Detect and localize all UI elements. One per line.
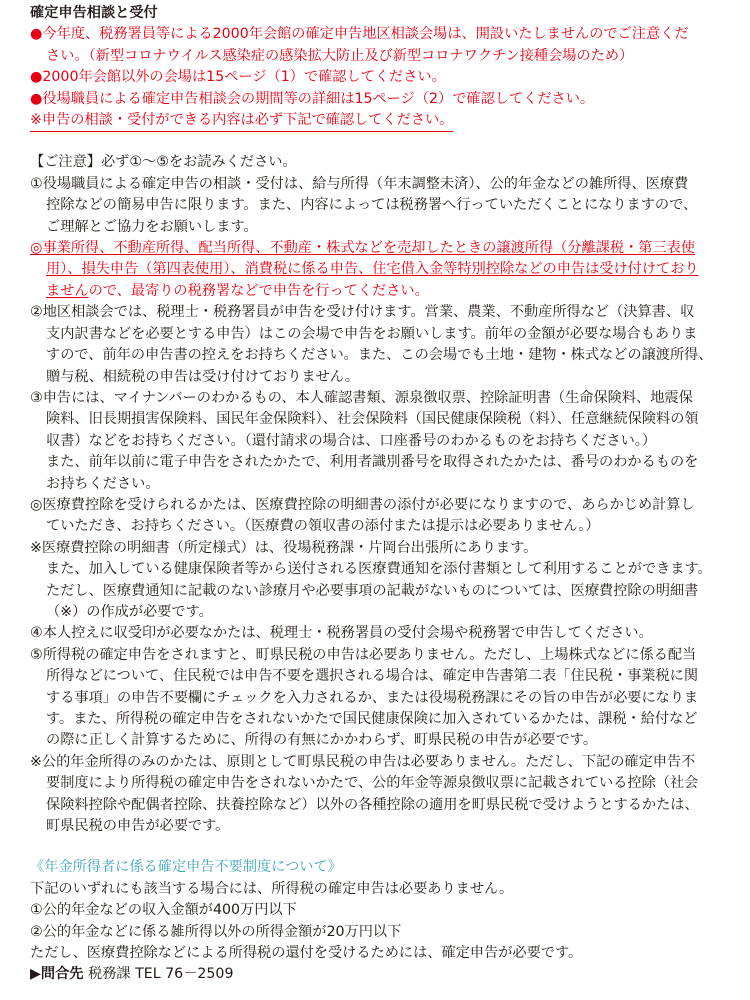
page-title: 確定申告相談と受付 [30, 5, 158, 21]
medical-deduction-note [30, 495, 728, 623]
pension-line: 保険料控除や配偶者控除、扶養控除など）以外の各種控除の適用を町県民税で受けようとするかたは、 [46, 796, 699, 813]
item-2 [30, 302, 728, 388]
red-note-line: 用）、損失申告（第四表使用）、消費税に係る申告、住宅借入金等特別控除などの申告は受け付けており [46, 261, 699, 278]
item-3-line: 険料、旧長期損害保険料、国民年金保険料）、社会保険料（国民健康保険税（料）、任意継続保険料の領 [46, 411, 699, 428]
red-note-emphasis: ません [46, 282, 89, 299]
caution-heading [30, 152, 728, 173]
item-1 [30, 174, 728, 238]
item-3-line: ③申告には、マイナンバーのわかるもの、本人確認書類、源泉徴収票、控除証明書（生命保険料、地震保 [30, 389, 693, 406]
medical-line: （※）の作成が必要です。 [46, 603, 213, 620]
item-2-line: 支内訳書などを必要とする申告）はこの会場で申告をお願いします。前年の金額が必要な場合もありま [46, 325, 698, 342]
item-1-line: ①役場職員による確定申告の相談・受付は、給与所得（年末調整未済）、公的年金などの雑所得、医療費 [30, 175, 689, 192]
item-5-line: する事項」の申告不要欄にチェックを入力されるか、または役場税務課にその旨の申告が必要になりま [46, 689, 699, 706]
notice-underlined-line: ※申告の相談・受付ができる内容は必ず下記で確認してください。 [30, 110, 453, 132]
section-line: ①公的年金などの収入金額が400万円以下 [30, 902, 297, 919]
caution-lead: 必ず①～⑤をお読みください。 [100, 154, 297, 171]
red-note-line: ◎事業所得、不動産所得、配当所得、不動産・株式などを売却したときの譲渡所得（分離課税・第三表使 [30, 240, 696, 257]
notice-block [30, 24, 728, 132]
item-5-line: の際に正しく計算するために、所得の有無にかかわらず、町県民税の申告が必要です。 [46, 732, 598, 749]
pension-exemption-section [30, 879, 728, 965]
pension-line: ※公的年金所得のみのかたは、原則として町県民税の申告は必要ありません。ただし、下記の確定申告不 [30, 753, 696, 770]
item-2-line: 贈与税、相続税の申告は受け付けておりません。 [46, 368, 359, 385]
contact-tel: TEL 76－2509 [135, 966, 234, 983]
item-2-line: ②地区相談会では、税理士・税務署員が申告を受け付けます。営業、農業、不動産所得など（決算書、収 [30, 304, 695, 321]
section-line: 下記のいずれにも該当する場合には、所得税の確定申告は必要ありません。 [30, 880, 514, 897]
contact-label: ▶問合先 [30, 966, 84, 983]
red-warning-note [30, 238, 728, 302]
notice-line: ●2000年会館以外の会場は15ページ（1）で確認してください。 [30, 69, 446, 86]
item-5 [30, 645, 728, 752]
item-3 [30, 388, 728, 495]
section-title: 《年金所得者に係る確定申告不要制度について》 [30, 859, 342, 876]
contact-line [30, 964, 728, 985]
caution-head: 【ご注意】 [30, 154, 101, 171]
medical-line: また、加入している健康保険者等から送付される医療費通知を添付書類として利用することができます。 [46, 561, 712, 578]
medical-line: ◎医療費控除を受けられるかたは、医療費控除の明細書の添付が必要になりますので、あらかじめ計算し [30, 496, 695, 513]
item-3-line: お持ちください。 [46, 475, 160, 492]
item-1-line: 控除などの簡易申告に限ります。また、内容によっては税務署へ行っていただくことになりますので、 [46, 197, 698, 214]
pension-note [30, 752, 728, 838]
pension-line: 要制度により所得税の確定申告をされないかたで、公的年金等源泉徴収票に記載されている控除（社会 [46, 775, 699, 792]
notice-line: ●今年度、税務署員等による2000年会館の確定申告地区相談会場は、開設いたしませんのでご注意くだ [30, 26, 689, 43]
notice-line: さい。（新型コロナウイルス感染症の感染拡大防止及び新型コロナワクチン接種会場のため） [46, 47, 634, 64]
section-line: ただし、医療費控除などによる所得税の還付を受けるためには、確定申告が必要です。 [30, 945, 583, 962]
spacer [30, 132, 728, 152]
section-line: ②公的年金などに係る雑所得以外の所得金額が20万円以下 [30, 923, 402, 940]
item-5-line: ⑤所得税の確定申告をされますと、町県民税の申告は必要ありません。ただし、上場株式などに係る配当 [30, 646, 697, 663]
pension-line: 町県民税の申告が必要です。 [46, 818, 230, 835]
medical-line: ただし、医療費通知に記載のない診療月や必要事項の記載がないものについては、医療費控除の明細書 [46, 582, 699, 599]
item-1-line: ご理解とご協力をお願いします。 [46, 218, 258, 235]
item-5-line: 所得などについて、住民税では申告不要を選択される場合は、確定申告書第二表「住民税・事業税に関 [46, 668, 699, 685]
spacer [30, 837, 728, 857]
red-note-line-mixed [30, 281, 728, 302]
item-2-line: すので、前年の申告書の控えをお持ちください。また、この会場でも土地・建物・株式などの譲渡所得、 [46, 347, 713, 364]
item-5-line: す。また、所得税の確定申告をされないかたで国民健康保険に加入されているかたは、課税・給付など [46, 711, 698, 727]
medical-line: ※医療費控除の明細書（所定様式）は、役場税務課・片岡台出張所にあります。 [30, 539, 538, 556]
medical-line: ていただき、お持ちください。（医療費の領収書の添付または提示は必要ありません。） [46, 518, 600, 535]
red-note-tail: ので、最寄りの税務署などで申告を行ってください。 [88, 282, 429, 299]
item-3-line: また、前年以前に電子申告をされたかたで、利用者識別番号を取得されたかたは、番号のわかるものを [46, 454, 699, 471]
item-3-line: 収書）などをお持ちください。（還付請求の場合は、口座番号のわかるものをお持ちください。） [46, 432, 657, 449]
item-4: ④本人控えに収受印が必要なかたは、税理士・税務署員の受付会場や税務署で申告してください。 [30, 625, 653, 642]
contact-dept: 税務課 [88, 966, 131, 983]
notice-line: ●役場職員による確定申告相談会の期間等の詳細は15ページ（2）で確認してください。 [30, 90, 595, 107]
